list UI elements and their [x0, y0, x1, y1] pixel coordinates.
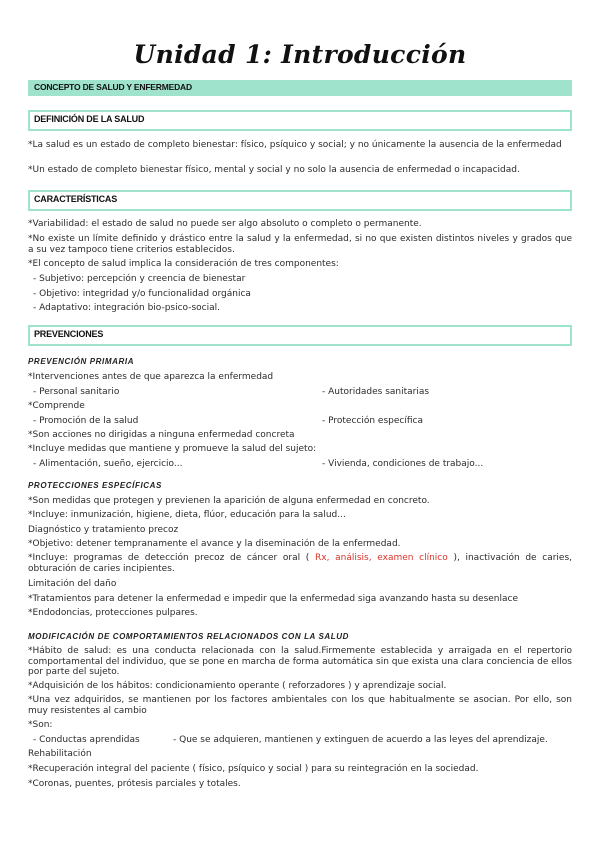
definicion-paragraph-2: *Un estado de completo bienestar físico, mental y social y no solo la ausencia de enfermedad o incapacidad.: [28, 165, 520, 175]
primaria-line-1: *Intervenciones antes de que aparezca la enfermedad: [28, 372, 274, 382]
subheading-modificacion: MODIFICACIÓN DE COMPORTAMIENTOS RELACIONADOS CON LA SALUD: [28, 632, 350, 641]
primaria-alimentacion: - Alimentación, sueño, ejercicio...: [33, 459, 183, 469]
componente-adaptativo: - Adaptativo: integración bio-psico-social.: [33, 303, 220, 313]
especificas-line-1: *Son medidas que protegen y previenen la aparición de alguna enfermedad en concreto.: [28, 496, 430, 506]
especificas-diagnostico: Diagnóstico y tratamiento precoz: [28, 525, 179, 535]
componente-subjetivo: - Subjetivo: percepción y creencia de bienestar: [33, 274, 246, 284]
primaria-personal-sanitario: - Personal sanitario: [33, 387, 120, 397]
componente-objetivo: - Objetivo: integridad y/o funcionalidad orgánica: [33, 289, 251, 299]
modificacion-adquisicion: *Adquisición de los hábitos: condicionamiento operante ( reforzadores ) y aprendizaje social.: [28, 681, 447, 691]
modificacion-recuperacion: *Recuperación integral del paciente ( físico, psíquico y social ) para su reintegración en la sociedad.: [28, 764, 479, 774]
caracteristicas-paragraph-2: *No existe un límite definido y drástico entre la salud y la enfermedad, si no que existen distintos niveles y grados que a su vez tampoco tiene criterios establecidos.: [28, 234, 572, 255]
especificas-incluye-programas: [28, 553, 572, 574]
modificacion-habito: *Hábito de salud: es una conducta relacionada con la salud.Firmemente establecida y arraigada en el repertorio comportamental del individuo, que se pone en marcha de forma automática sin que exista una clara conciencia de ellos por parte del sujeto.: [28, 646, 572, 677]
modificacion-conductas: - Conductas aprendidas: [33, 735, 140, 745]
especificas-tratamientos: *Tratamientos para detener la enfermedad e impedir que la enfermedad siga avanzando hasta su desenlace: [28, 594, 519, 604]
modificacion-rehabilitacion: Rehabilitación: [28, 749, 92, 759]
primaria-comprende: *Comprende: [28, 401, 85, 411]
heading-prevenciones: [28, 325, 572, 346]
heading-definicion: [28, 110, 572, 131]
primaria-line-5: *Son acciones no dirigidas a ninguna enfermedad concreta: [28, 430, 295, 440]
especificas-incluye-red: Rx, análisis, examen clínico: [309, 553, 454, 563]
heading-caracteristicas-label: CARACTERÍSTICAS: [34, 194, 118, 204]
caracteristicas-paragraph-3: *El concepto de salud implica la consideración de tres componentes:: [28, 259, 339, 269]
especificas-objetivo: *Objetivo: detener tempranamente el avance y la diseminación de la enfermedad.: [28, 539, 401, 549]
especificas-incluye-a: *Incluye: programas de detección precoz de cáncer oral (: [28, 553, 310, 563]
primaria-proteccion: - Protección específica: [322, 416, 423, 426]
especificas-limitacion: Limitación del daño: [28, 579, 117, 589]
heading-caracteristicas: [28, 190, 572, 211]
primaria-promocion: - Promoción de la salud: [33, 416, 139, 426]
modificacion-coronas: *Coronas, puentes, prótesis parciales y totales.: [28, 779, 241, 789]
especificas-line-2: *Incluye: inmunización, higiene, dieta, flúor, educación para la salud...: [28, 510, 346, 520]
subheading-prevencion-primaria: PREVENCIÓN PRIMARIA: [28, 357, 135, 366]
modificacion-son: *Son:: [28, 720, 53, 730]
especificas-incluye-b: ), inactivación de caries, obturación de caries incipientes.: [28, 553, 573, 574]
section-band: [28, 80, 572, 96]
primaria-autoridades-sanitarias: - Autoridades sanitarias: [322, 387, 430, 397]
heading-definicion-label: DEFINICIÓN DE LA SALUD: [34, 114, 145, 124]
primaria-line-6: *Incluye medidas que mantiene y promueve la salud del sujeto:: [28, 444, 317, 454]
page-title: Unidad 1: Introducción: [133, 40, 467, 69]
subheading-protecciones-especificas: PROTECCIONES ESPECÍFICAS: [28, 481, 162, 490]
section-band-label: CONCEPTO DE SALUD Y ENFERMEDAD: [34, 82, 192, 92]
heading-prevenciones-label: PREVENCIONES: [34, 329, 104, 339]
primaria-vivienda: - Vivienda, condiciones de trabajo...: [322, 459, 484, 469]
modificacion-mantienen: *Una vez adquiridos, se mantienen por los factores ambientales con los que habitualmente se asocian. Por ello, son muy resistentes al cambio: [28, 695, 572, 716]
caracteristicas-paragraph-1: *Variabilidad: el estado de salud no puede ser algo absoluto o completo o permanente.: [28, 219, 422, 229]
definicion-paragraph-1: *La salud es un estado de completo bienestar: físico, psíquico y social; y no únicamente la ausencia de la enfermedad: [28, 140, 562, 150]
especificas-endodoncias: *Endodoncias, protecciones pulpares.: [28, 608, 198, 618]
modificacion-leyes: - Que se adquieren, mantienen y extinguen de acuerdo a las leyes del aprendizaje.: [173, 735, 548, 745]
